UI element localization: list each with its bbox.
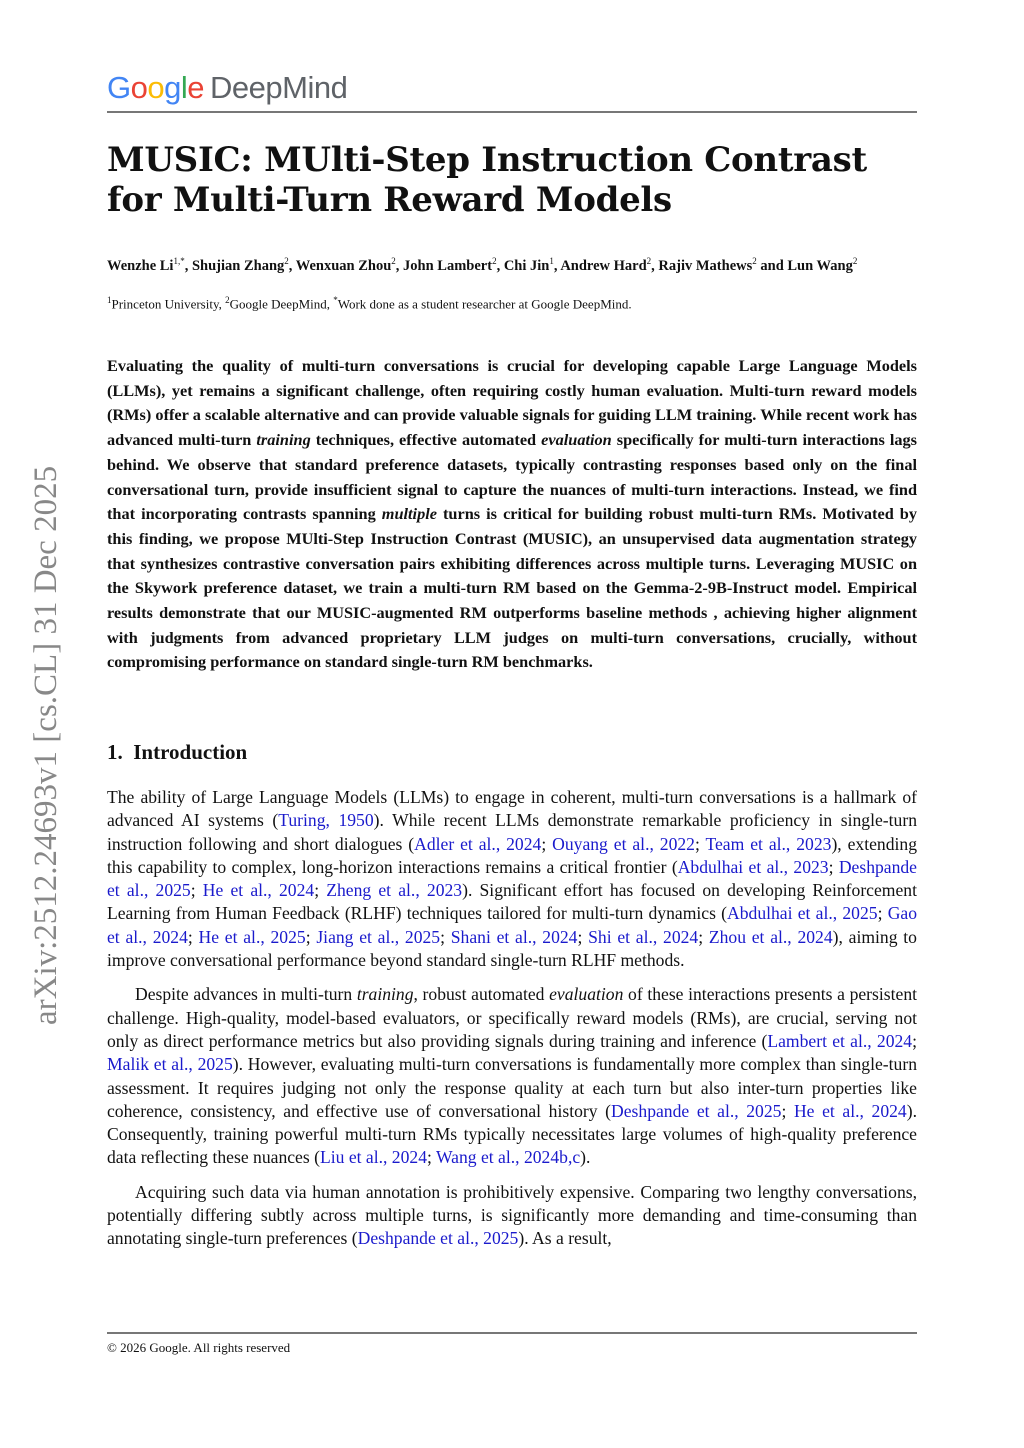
author-name: John Lambert — [403, 257, 493, 274]
author-name: Rajiv Mathews — [658, 257, 753, 274]
text-segment: ). While recent LLMs demonstrate remarkable proficiency in single-turn instruction following and short dialogues ( — [107, 810, 917, 854]
author-name: Shujian Zhang — [191, 257, 285, 274]
citation-link[interactable]: Gao et al., 2024 — [107, 903, 917, 947]
affiliation-superscript: * — [333, 295, 338, 305]
abstract — [107, 354, 917, 675]
citation-link[interactable]: He et al., 2024 — [202, 880, 315, 901]
section-title: Introduction — [133, 740, 248, 764]
author-separator: , — [288, 257, 296, 274]
text-segment: of these interactions presents a persistent challenge. High-quality, model-based evaluators, or specifically reward models (RMs), are crucial, serving not only as direct performance metrics but also providing signals during training and inference ( — [107, 984, 918, 1051]
citation-link[interactable]: Wang et al., 2024b,c — [435, 1147, 581, 1168]
text-segment: ), extending this capability to complex, long-horizon interactions remains a critical frontier ( — [107, 833, 917, 877]
text-segment: Acquiring such data via human annotation is prohibitively expensive. Comparing two lengthy conversations, potentially differing subtly across multiple turns, is significantly more demanding and time-consuming than annotating single-turn preferences ( — [107, 1181, 917, 1249]
footer-divider — [107, 1332, 917, 1334]
text-segment: ; — [190, 880, 203, 901]
text-segment: ; — [187, 926, 199, 947]
text-segment: Evaluating the quality of multi-turn conversations is crucial for developing capable Large Language Models (LLMs), yet remains a significant challenge, often requiring costly human evaluation. Multi-turn reward models (RMs) offer a scalable alternative and can provide valuable signals for guiding LLM training. While recent work has advanced multi-turn — [107, 356, 917, 450]
paragraph — [107, 983, 917, 1169]
affiliation-text: Princeton University, — [111, 296, 226, 312]
citation-link[interactable]: Abdulhai et al., 2023 — [677, 856, 829, 877]
citation-link[interactable]: He et al., 2024 — [793, 1100, 907, 1121]
author-superscript: 2 — [284, 256, 289, 266]
text-segment: ), aiming to improve conversational performance beyond standard single-turn RLHF methods. — [107, 926, 917, 971]
citation-link[interactable]: Zhou et al., 2024 — [708, 926, 833, 947]
author-superscript: 1 — [549, 256, 554, 266]
logo-letter: o — [130, 70, 148, 105]
text-segment: ; — [781, 1100, 794, 1121]
logo-letter: o — [147, 70, 165, 105]
author-superscript: 2 — [646, 256, 652, 266]
text-segment: The ability of Large Language Models (LLMs) to engage in coherent, multi-turn conversations is a hallmark of advanced AI systems ( — [107, 787, 917, 831]
text-segment: , robust automated — [413, 984, 550, 1005]
copyright-footer: © 2026 Google. All rights reserved — [107, 1340, 291, 1355]
text-segment: turns is critical for building robust multi-turn RMs. Motivated by this finding, we propose MUlti-Step Instruction Contrast (MUSIC), an unsupervised data augmentation strategy that synthesizes contrastive conversation pairs exhibiting differences across multiple turns. Leveraging MUSIC on the Skywork preference dataset, we train a multi-turn RM based on the Gemma-2-9B-Instruct model. Empirical results demonstrate that our MUSIC-augmented RM outperforms baseline methods , achieving higher alignment with judgments from advanced proprietary LLM judges on multi-turn conversations, crucially, without compromising performance on standard single-turn RM benchmarks. — [107, 504, 917, 672]
paper-title: MUSIC: MUlti-Step Instruction Contrast for Multi-Turn Reward Models — [107, 140, 867, 220]
text-segment: ; — [314, 880, 327, 901]
body-text — [107, 786, 917, 1262]
text-segment: ; — [427, 1147, 436, 1168]
logo-letter: g — [164, 70, 181, 105]
text-segment: ; — [698, 926, 709, 947]
affiliation-superscript: 2 — [225, 295, 230, 305]
emphasis-text: training — [256, 430, 311, 450]
text-segment: Despite advances in multi-turn — [135, 984, 357, 1005]
text-segment: ; — [877, 903, 888, 924]
emphasis-text: multiple — [381, 504, 437, 524]
citation-link[interactable]: Abdulhai et al., 2025 — [727, 903, 878, 924]
affiliation-superscript: 1 — [107, 295, 112, 305]
logo-letter: e — [187, 70, 205, 105]
text-segment: ; — [828, 856, 839, 877]
text-segment: ; — [577, 926, 589, 947]
emphasis-text: evaluation — [541, 430, 612, 450]
citation-link[interactable]: Liu et al., 2024 — [319, 1147, 427, 1168]
text-segment: ). — [580, 1147, 591, 1168]
header-divider — [107, 111, 917, 113]
author-superscript: 2 — [752, 256, 757, 266]
emphasis-text: training — [356, 984, 414, 1005]
author-separator: , — [496, 257, 504, 274]
logo-deepmind: DeepMind — [210, 70, 348, 105]
author-superscript: 2 — [492, 256, 497, 266]
citation-link[interactable]: Lambert et al., 2024 — [767, 1030, 913, 1051]
text-segment: ). As a result, — [518, 1228, 612, 1249]
citation-link[interactable]: Ouyang et al., 2022 — [552, 833, 695, 854]
citation-link[interactable]: Malik et al., 2025 — [107, 1054, 233, 1075]
text-segment: specifically for multi-turn interactions lags behind. We observe that standard preference datasets, typically contrasting responses based only on the final conversational turn, provide insufficient signal to capture the nuances of multi-turn interactions. Instead, we find that incorporating contrasts spanning — [107, 430, 918, 524]
citation-link[interactable]: Team et al., 2023 — [705, 833, 832, 854]
text-segment: ; — [440, 926, 451, 947]
text-segment: techniques, effective automated — [310, 430, 542, 450]
affiliations — [107, 295, 632, 312]
logo-letter: l — [180, 70, 188, 105]
author-separator: , — [553, 257, 561, 274]
author-separator: , — [651, 257, 659, 274]
citation-link[interactable]: Zheng et al., 2023 — [326, 880, 463, 901]
section-number: 1. — [107, 740, 123, 764]
affiliation-text: Google DeepMind, — [229, 296, 334, 312]
paragraph — [107, 1181, 917, 1251]
emphasis-text: evaluation — [549, 984, 624, 1005]
text-segment: ). Consequently, training powerful multi-turn RMs typically necessitates large volumes of high-quality preference data reflecting these nuances ( — [107, 1100, 917, 1168]
citation-link[interactable]: Adler et al., 2024 — [414, 833, 542, 854]
citation-link[interactable]: Shi et al., 2024 — [588, 926, 699, 947]
citation-link[interactable]: Deshpande et al., 2025 — [107, 856, 917, 901]
arxiv-side-label: arXiv:2512.24693v1 [cs.CL] 31 Dec 2025 — [28, 465, 64, 1025]
author-list — [107, 250, 917, 277]
text-segment: ; — [541, 833, 553, 854]
citation-link[interactable]: Turing, 1950 — [278, 810, 374, 831]
author-name: Chi Jin — [503, 257, 550, 274]
citation-link[interactable]: Shani et al., 2024 — [450, 926, 578, 947]
text-segment: ). Significant effort has focused on developing Reinforcement Learning from Human Feedback (RLHF) techniques tailored for multi-turn dynamics ( — [107, 880, 917, 924]
citation-link[interactable]: Jiang et al., 2025 — [316, 926, 441, 947]
text-segment: ; — [305, 926, 317, 947]
text-segment: ). However, evaluating multi-turn conversations is fundamentally more complex than single-turn assessment. It requires judging not only the response quality at each turn but also inter-turn properties like coherence, consistency, and effective use of conversational history ( — [107, 1054, 917, 1121]
google-deepmind-logo — [107, 70, 347, 106]
section-heading — [107, 740, 247, 765]
logo-letter: G — [107, 70, 131, 105]
affiliation-text: Work done as a student researcher at Google DeepMind. — [337, 296, 632, 312]
author-name: Wenzhe Li — [107, 257, 174, 274]
paragraph — [107, 786, 917, 972]
author-superscript: 1,* — [173, 256, 185, 266]
author-superscript: 2 — [391, 256, 396, 266]
author-superscript: 2 — [852, 256, 858, 266]
citation-link[interactable]: Deshpande et al., 2025 — [357, 1228, 519, 1249]
citation-link[interactable]: He et al., 2025 — [198, 926, 306, 947]
author-separator: , — [184, 257, 192, 274]
text-segment: ; — [912, 1030, 917, 1051]
author-name: Andrew Hard — [560, 257, 647, 274]
text-segment: ; — [694, 833, 706, 854]
citation-link[interactable]: Deshpande et al., 2025 — [611, 1100, 782, 1121]
author-separator: , — [395, 257, 404, 274]
author-name: Wenxuan Zhou — [295, 257, 392, 274]
author-name: Lun Wang — [787, 257, 853, 274]
author-separator: and — [756, 257, 788, 274]
